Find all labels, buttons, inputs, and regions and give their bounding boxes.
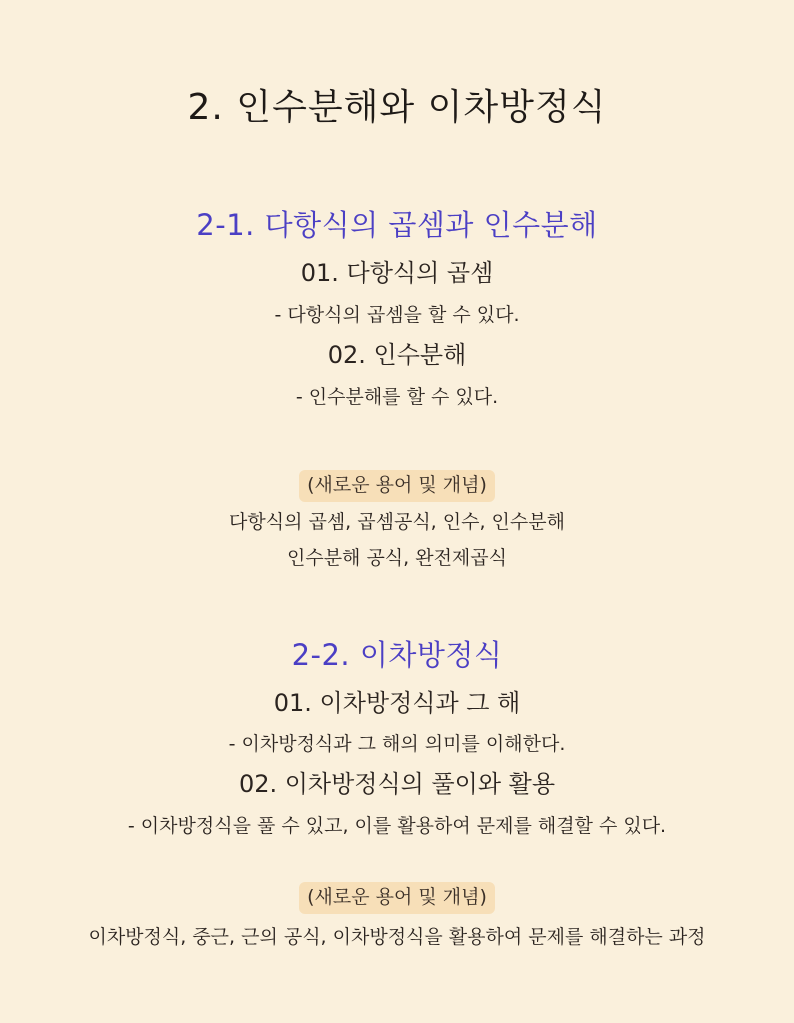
terms-label-container [0,882,794,914]
lesson-title: 01. 이차방정식과 그 해 [273,689,521,717]
lesson-objective: - 다항식의 곱셈을 할 수 있다. [274,304,520,326]
terms-label: (새로운 용어 및 개념) [299,470,495,502]
terms-line: 인수분해 공식, 완전제곱식 [286,547,507,569]
terms-line: 이차방정식, 중근, 근의 공식, 이차방정식을 활용하여 문제를 해결하는 과정 [88,926,706,948]
terms-label: (새로운 용어 및 개념) [299,882,495,914]
terms-line: 다항식의 곱셈, 곱셈공식, 인수, 인수분해 [229,511,565,533]
section-title-2-1: 2-1. 다항식의 곱셈과 인수분해 [196,208,598,242]
section-title-2-2: 2-2. 이차방정식 [291,638,503,672]
lesson-objective: - 이차방정식을 풀 수 있고, 이를 활용하여 문제를 해결할 수 있다. [127,815,667,837]
lesson-title: 02. 이차방정식의 풀이와 활용 [238,770,556,798]
lesson-objective: - 인수분해를 할 수 있다. [295,386,499,408]
terms-label-container [0,470,794,502]
chapter-title: 2. 인수분해와 이차방정식 [187,87,607,128]
lesson-title: 01. 다항식의 곱셈 [300,259,494,287]
lesson-title: 02. 인수분해 [327,341,467,369]
lesson-objective: - 이차방정식과 그 해의 의미를 이해한다. [228,733,566,755]
